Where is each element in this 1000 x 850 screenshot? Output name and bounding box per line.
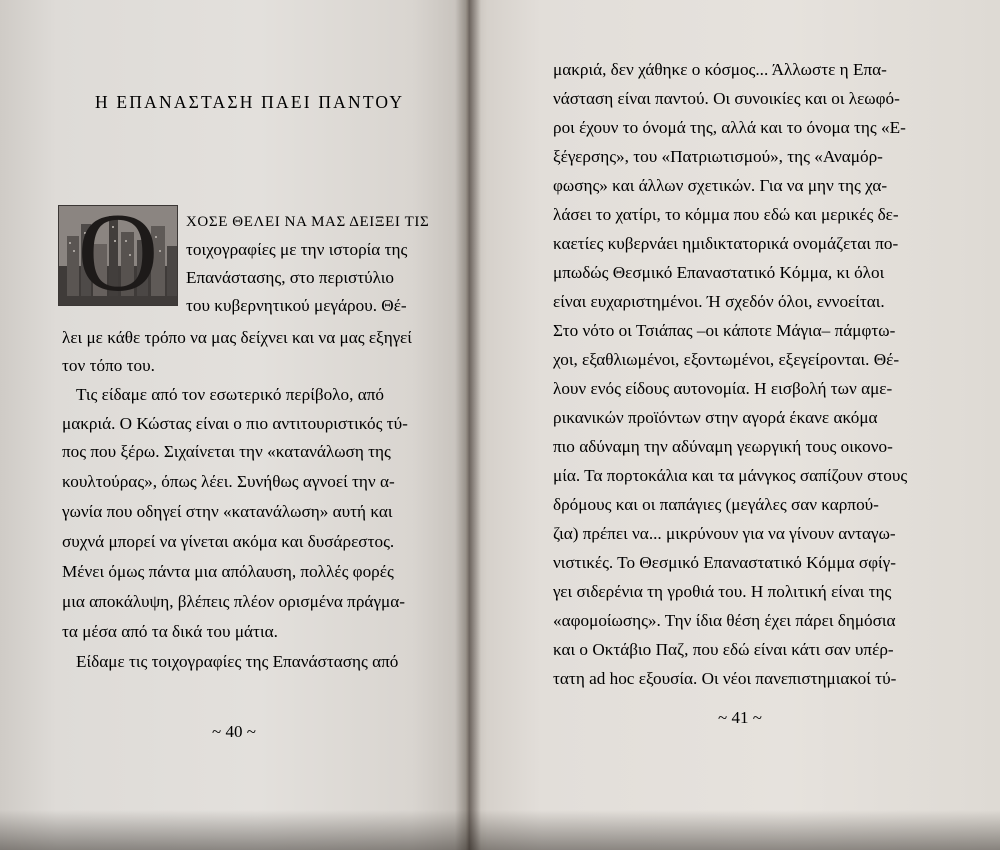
text-line: δρόμους και οι παπάγιες (μεγάλες σαν καρπού- bbox=[553, 495, 879, 514]
text-line: λάσει το χατίρι, το κόμμα που εδώ και μερικές δε- bbox=[553, 205, 899, 224]
text-line: ροι έχουν το όνομά της, αλλά και το όνομα της «Ε- bbox=[553, 118, 906, 137]
text-line: μια αποκάλυψη, βλέπεις πλέον ορισμένα πράγμα- bbox=[62, 592, 405, 611]
text-line: ζια) πρέπει να... μικρύνουν για να γίνουν ανταγω- bbox=[553, 524, 896, 543]
text-line: μακριά, δεν χάθηκε ο κόσμος... Άλλωστε η Επα- bbox=[553, 60, 887, 79]
text-line: νιστικές. Το Θεσμικό Επαναστατικό Κόμμα σφίγ- bbox=[553, 553, 896, 572]
text-line: χοι, εξαθλιωμένοι, εξοντωμένοι, εξεγείρονται. Θέ- bbox=[553, 350, 900, 369]
page-number-left: ~ 40 ~ bbox=[212, 722, 256, 741]
drop-cap-letter: Ο bbox=[77, 205, 159, 306]
running-head: Η ΕΠΑΝΑΣΤΑΣΗ ΠΑΕΙ ΠΑΝΤΟΥ bbox=[95, 92, 405, 112]
text-line: φωσης» και άλλων σχετικών. Για να μην της χα- bbox=[553, 176, 888, 195]
text-line: Μένει όμως πάντα μια απόλαυση, πολλές φορές bbox=[62, 562, 394, 581]
text-line: είναι ευχαριστημένοι. Ή σχεδόν όλοι, εννοείται. bbox=[553, 292, 885, 311]
text-line: πος που ξέρω. Σιχαίνεται την «κατανάλωση της bbox=[62, 442, 391, 461]
text-line: μακριά. Ο Κώστας είναι ο πιο αντιτουριστικός τύ- bbox=[62, 414, 408, 433]
text-line: γωνία που οδηγεί στην «κατανάλωση» αυτή και bbox=[62, 502, 393, 521]
text-line: Τις είδαμε από τον εσωτερικό περίβολο, από bbox=[76, 385, 384, 404]
text-line: τον τόπο του. bbox=[62, 356, 155, 375]
text-line: Στο νότο οι Τσιάπας –οι κάποτε Μάγια– πάμφτω- bbox=[553, 321, 896, 340]
page-number-right: ~ 41 ~ bbox=[718, 708, 762, 727]
text-line: ΧΟΣΕ ΘΕΛΕΙ ΝΑ ΜΑΣ ΔΕΙΞΕΙ ΤΙΣ bbox=[186, 214, 430, 230]
text-line: μπωδώς Θεσμικό Επαναστατικό Κόμμα, κι όλοι bbox=[553, 263, 885, 282]
text-line: πιο αδύναμη την αδύναμη γεωργική τους οικονο- bbox=[553, 437, 893, 456]
text-line: και ο Οκτάβιο Παζ, που εδώ είναι κάτι σαν υπέρ- bbox=[553, 640, 894, 659]
text-line: τοιχογραφίες με την ιστορία της bbox=[186, 240, 408, 259]
text-line: συχνά μπορεί να γίνεται ακόμα και δυσάρεστος. bbox=[62, 532, 395, 551]
drop-cap bbox=[58, 205, 178, 306]
text-line: κουλτούρας», όπως λέει. Συνήθως αγνοεί την α- bbox=[62, 472, 395, 491]
text-line: ρικανικών προϊόντων στην αγορά έκανε ακόμα bbox=[553, 408, 878, 427]
text-line: μία. Τα πορτοκάλια και τα μάνγκος σαπίζουν στους bbox=[553, 466, 908, 485]
text-line: γει σιδερένια τη γροθιά του. Η πολιτική είναι της bbox=[553, 582, 892, 601]
text-line: τατη ad hoc εξουσία. Οι νέοι πανεπιστημιακοί τύ- bbox=[553, 669, 897, 688]
text-line: λει με κάθε τρόπο να μας δείχνει και να μας εξηγεί bbox=[62, 328, 412, 347]
text-line: του κυβερνητικού μεγάρου. Θέ- bbox=[186, 296, 407, 315]
text-line: νάσταση είναι παντού. Οι συνοικίες και οι λεωφό- bbox=[553, 89, 900, 108]
text-line: Επανάστασης, στο περιστύλιο bbox=[186, 268, 394, 287]
text-line: τα μέσα από τα δικά του μάτια. bbox=[62, 622, 278, 641]
text-line: λουν ενός είδους αυτονομία. Η εισβολή των αμε- bbox=[553, 379, 893, 398]
text-line: ξέγερσης», του «Πατριωτισμού», της «Αναμόρ- bbox=[553, 147, 883, 166]
text-line: «αφομοίωσης». Την ίδια θέση έχει πάρει δημόσια bbox=[553, 611, 896, 630]
text-line: Είδαμε τις τοιχογραφίες της Επανάστασης από bbox=[76, 652, 399, 671]
text-line: καετίες κυβερνάει ημιδικτατορικά ονομάζεται πο- bbox=[553, 234, 899, 253]
